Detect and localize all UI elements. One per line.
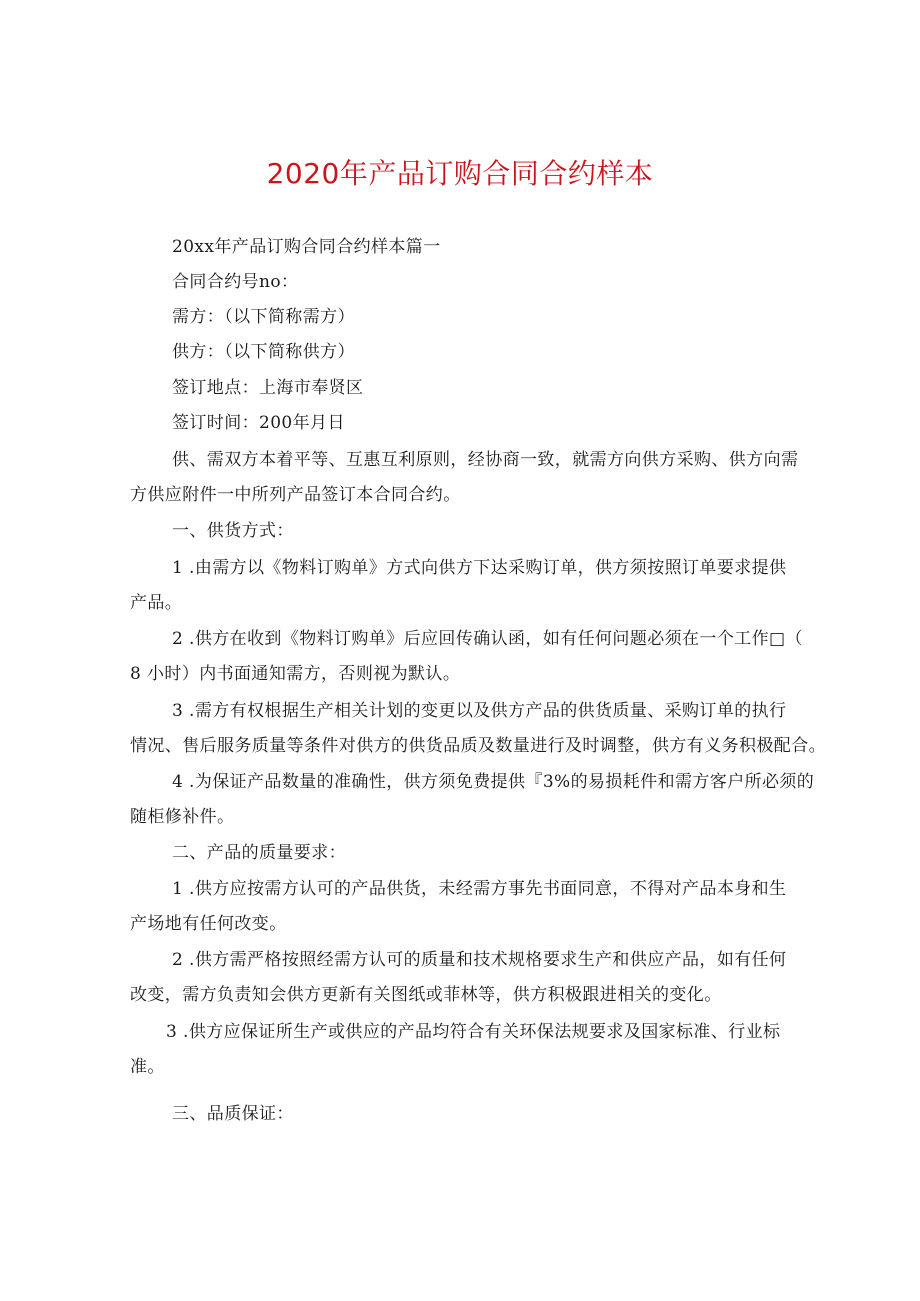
paragraph-line: 供、需双方本着平等、互惠互利原则，经协商一致，就需方向供方采购、供方向需 (172, 450, 799, 470)
paragraph-line: 3 .需方有权根据生产相关计划的变更以及供方产品的供货质量、采购订单的执行 (172, 701, 787, 721)
signing-time: 签订时间：200年月日 (172, 413, 345, 433)
paragraph-line: 情况、售后服务质量等条件对供方的供货品质及数量进行及时调整，供方有义务积极配合。 (130, 736, 826, 756)
paragraph-line: 改变，需方负责知会供方更新有关图纸或菲林等，供方积极跟进相关的变化。 (130, 985, 722, 1005)
contract-number: 合同合约号no： (172, 272, 299, 292)
section-heading: 一、供货方式： (172, 521, 294, 541)
paragraph-line: 4 .为保证产品数量的准确性，供方须免费提供『3%的易损耗件和需方客户所必须的 (172, 772, 815, 792)
document-title: 2020年产品订购合同合约样本 (266, 157, 654, 190)
paragraph-line: 1 .供方应按需方认可的产品供货，未经需方事先书面同意，不得对产品本身和生 (172, 879, 787, 899)
paragraph-line: 8 小时）内书面通知需方，否则视为默认。 (130, 664, 461, 684)
section-heading: 二、产品的质量要求： (172, 843, 346, 863)
supplier-line: 供方：（以下简称供方） (172, 342, 355, 362)
buyer-line: 需方：（以下简称需方） (172, 307, 355, 327)
paragraph-line: 2 .供方需严格按照经需方认可的质量和技术规格要求生产和供应产品，如有任何 (172, 950, 787, 970)
paragraph-line: 1 .由需方以《物料订购单》方式向供方下达采购订单，供方须按照订单要求提供 (172, 558, 787, 578)
signing-place: 签订地点：上海市奉贤区 (172, 378, 364, 398)
section-heading: 20xx年产品订购合同合约样本篇一 (172, 237, 441, 257)
paragraph-line: 产品。 (130, 593, 183, 613)
paragraph-line: 方供应附件一中所列产品签订本合同合约。 (130, 485, 461, 505)
paragraph-line: 3 .供方应保证所生产或供应的产品均符合有关环保法规要求及国家标准、行业标 (166, 1022, 781, 1042)
paragraph-line: 产场地有任何改变。 (130, 914, 287, 934)
paragraph-line: 2 .供方在收到《物料订购单》后应回传确认函，如有任何问题必须在一个工作□（ (172, 629, 803, 649)
section-heading: 三、品质保证： (172, 1104, 294, 1124)
paragraph-line: 准。 (130, 1057, 165, 1077)
paragraph-line: 随柜修补件。 (130, 807, 235, 827)
